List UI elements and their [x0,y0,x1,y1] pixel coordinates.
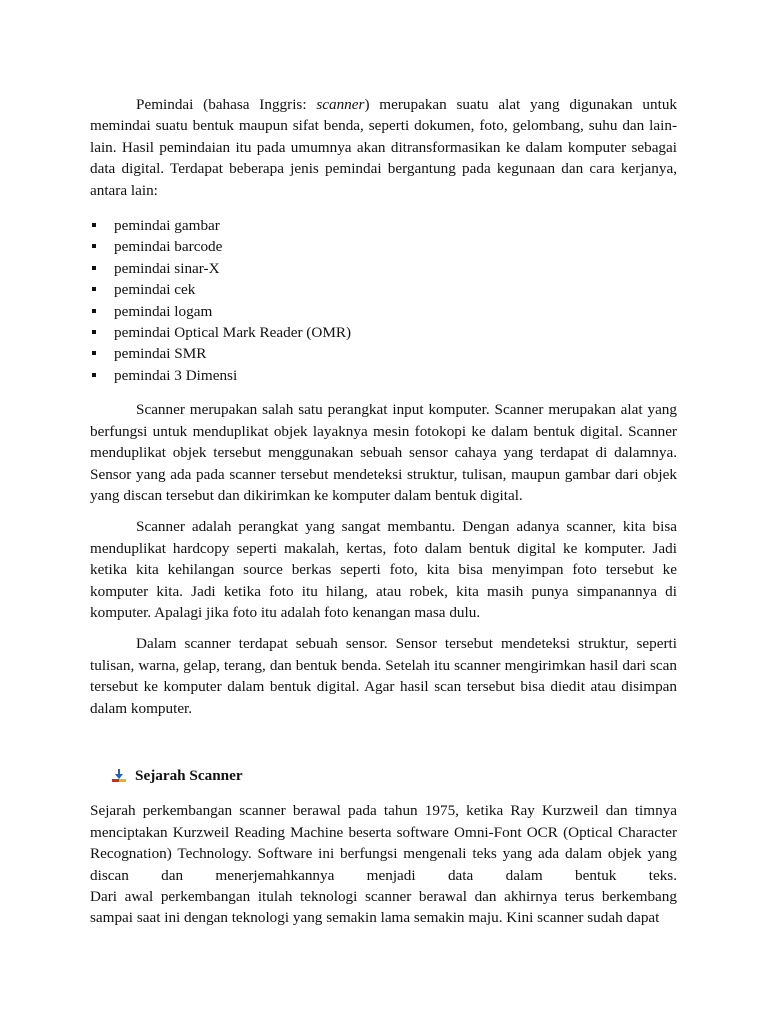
list-item-text: pemindai barcode [114,238,223,256]
section-heading-text: Sejarah Scanner [135,766,243,784]
history-paragraph-continued: Dari awal perkembangan itulah teknologi scanner berawal dan akhirnya terus berkembang sampai saat ini dengan teknologi yang semakin lama semakin maju. Kini scanner sudah dapat [90,888,677,927]
list-item [90,301,677,322]
list-item-text: pemindai 3 Dimensi [114,366,238,384]
list-item [90,365,677,386]
scanner-types-list [90,215,677,386]
arrow-bullet-icon [112,769,126,783]
document-page [90,94,677,929]
bullet-square-icon [92,373,96,377]
list-item-text: pemindai gambar [114,217,220,235]
bullet-square-icon [92,309,96,313]
bullet-square-icon [92,287,96,291]
list-item-text: pemindai SMR [114,345,207,363]
list-item [90,236,677,257]
list-item [90,343,677,364]
bullet-square-icon [92,244,96,248]
list-item-text: pemindai cek [114,281,196,299]
intro-lead: Pemindai (bahasa Inggris: [136,96,317,113]
intro-rest: ) merupakan suatu alat yang digunakan untuk memindai suatu bentuk maupun sifat benda, seperti dokumen, foto, gelombang, suhu dan lain-lain. Hasil pemindaian itu pada umumnya akan ditransformasikan ke dalam komputer sebagai data digital. Terdapat beberapa jenis pemindai bergantung pada kegunaan dan cara kerjanya, antara lain: [90,96,678,199]
history-paragraph: Sejarah perkembangan scanner berawal pada tahun 1975, ketika Ray Kurzweil dan timnya menciptakan Kurzweil Reading Machine beserta software Omni-Font OCR (Optical Character Recognation) Technology. Software ini berfungsi mengenali teks yang ada dalam objek yang discan dan menerjemahkannya menjadi data dalam bentuk teks. [90,802,677,884]
intro-paragraph [90,94,677,201]
bullet-square-icon [92,351,96,355]
bullet-square-icon [92,330,96,334]
list-item-text: pemindai logam [114,302,213,320]
list-item [90,258,677,279]
intro-italic-term: scanner [316,96,365,113]
bullet-square-icon [92,223,96,227]
list-item-text: pemindai sinar-X [114,259,220,277]
scanner-benefit-paragraph: Scanner adalah perangkat yang sangat membantu. Dengan adanya scanner, kita bisa menduplikat hardcopy seperti makalah, kertas, foto dalam bentuk digital ke komputer. Jadi ketika kita kehilangan source berkas seperti foto, kita bisa menyimpan foto tersebut ke komputer kita. Jadi ketika foto itu hilang, atau robek, kita masih punya simpanannya di komputer. Apalagi jika foto itu adalah foto kenangan masa dulu. [90,518,677,621]
bullet-square-icon [92,266,96,270]
list-item-text: pemindai Optical Mark Reader (OMR) [114,324,352,342]
scanner-sensor-paragraph: Dalam scanner terdapat sebuah sensor. Sensor tersebut mendeteksi struktur, seperti tulisan, warna, gelap, terang, dan bentuk benda. Setelah itu scanner mengirimkan hasil dari scan tersebut ke komputer dalam bentuk digital. Agar hasil scan tersebut bisa diedit atau disimpan dalam komputer. [90,635,677,717]
list-item [90,215,677,236]
section-heading [90,765,677,786]
list-item [90,322,677,343]
scanner-definition-paragraph: Scanner merupakan salah satu perangkat input komputer. Scanner merupakan alat yang berfungsi untuk menduplikat objek layaknya mesin fotokopi ke dalam bentuk digital. Scanner menduplikat objek tersebut menggunakan sebuah sensor cahaya yang terdapat di dalamnya. Sensor yang ada pada scanner tersebut mendeteksi struktur, tulisan, maupun gambar dari objek yang discan tersebut dan dikirimkan ke komputer dalam bentuk digital. [90,401,677,504]
list-item [90,279,677,300]
